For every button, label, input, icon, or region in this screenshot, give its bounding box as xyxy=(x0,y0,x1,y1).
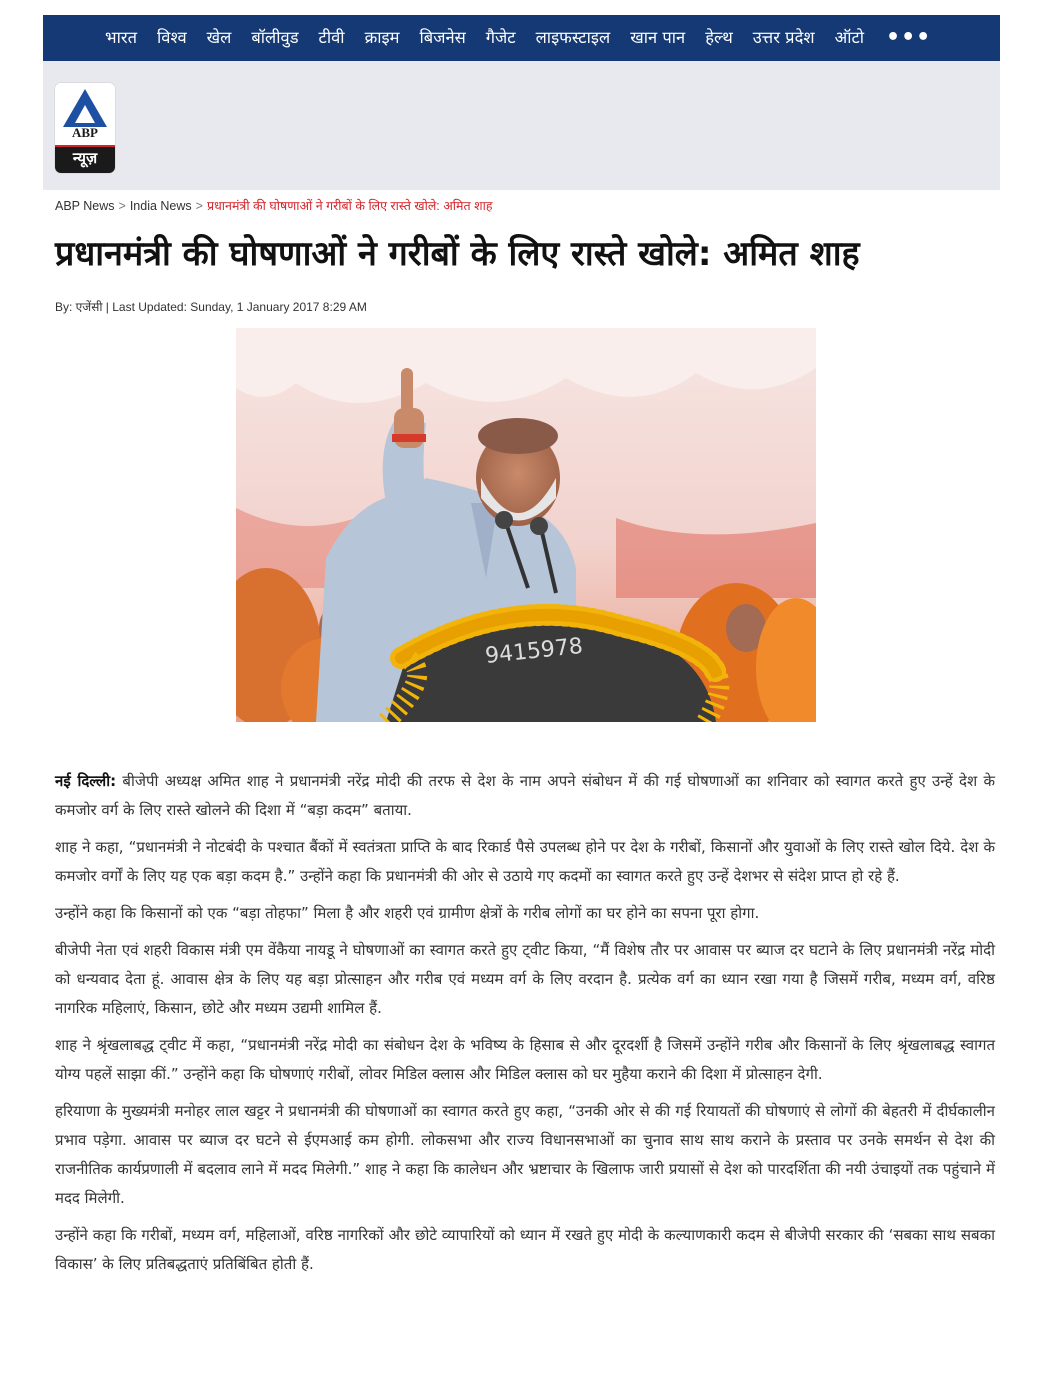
top-nav-bar xyxy=(43,15,1000,61)
article-paragraph: बीजेपी नेता एवं शहरी विकास मंत्री एम वेंकैया नायडू ने घोषणाओं का स्वागत करते हुए ट्वीट किया, “मैं विशेष तौर पर आवास पर ब्याज दर घटाने के लिए प्रधानमंत्री नरेंद्र मोदी को धन्यवाद देता हूं. आवास क्षेत्र के लिए यह बड़ा प्रोत्साहन और गरीब एवं मध्यम वर्ग के लिए वरदान है. प्रत्येक वर्ग का ध्यान रखा गया है जिसमें गरीब, मध्यम वर्ग, वरिष्ठ नागरिक महिलाएं, किसान, छोटे और मध्यम उद्यमी शामिल हैं. xyxy=(55,941,995,1017)
header-band xyxy=(43,61,1000,190)
breadcrumb-separator: > xyxy=(118,199,126,213)
nav-item-health[interactable]: हेल्थ xyxy=(705,28,733,47)
nav-item-khel[interactable]: खेल xyxy=(206,28,232,47)
breadcrumb xyxy=(55,197,492,214)
nav-item-vishv[interactable]: विश्व xyxy=(157,28,187,47)
nav-menu xyxy=(43,15,943,61)
more-menu-icon[interactable]: ••• xyxy=(886,25,932,50)
article-dateline: नई दिल्ली: xyxy=(55,772,117,790)
article-lead-text: बीजेपी अध्यक्ष अमित शाह ने प्रधानमंत्री नरेंद्र मोदी की तरफ से देश के नाम अपने संबोधन में की गई घोषणाओं का शनिवार को स्वागत करते हुए उन्हें देश के कमजोर वर्ग के लिए रास्ते खोलने की दिशा में “बड़ा कदम” बताया. xyxy=(55,772,995,819)
nav-item-bollywood[interactable]: बॉलीवुड xyxy=(251,28,299,47)
nav-item-tv[interactable]: टीवी xyxy=(318,28,345,47)
article-byline: By: एजेंसी | Last Updated: Sunday, 1 January 2017 8:29 AM xyxy=(55,300,367,314)
article-paragraph: उन्होंने कहा कि गरीबों, मध्यम वर्ग, महिलाओं, वरिष्ठ नागरिकों और छोटे व्यापारियों को ध्यान में रखते हुए मोदी के कल्याणकारी कदम से बीजेपी सरकार की ‘सबका साथ सबका विकास’ के लिए प्रतिबद्धताएं प्रतिबिंबित होती हैं. xyxy=(55,1226,995,1273)
breadcrumb-item-india-news[interactable]: India News xyxy=(129,199,192,213)
article-paragraph: हरियाणा के मुख्यमंत्री मनोहर लाल खट्टर ने प्रधानमंत्री की घोषणाओं का स्वागत करते हुए कहा, “उनकी ओर से की गई रियायतों की घोषणाएं से लोगों की बेहतरी में दीर्घकालीन प्रभाव पड़ेगा. आवास पर ब्याज दर घटने से ईएमआई कम होगी. लोकसभा और राज्य विधानसभाओं का चुनाव साथ साथ कराने के प्रस्ताव पर उनके समर्थन से देश की राजनीतिक कार्यप्रणाली में बदलाव लाने में मदद मिलेगी.” शाह ने कहा कि कालेधन और भ्रष्टाचार के खिलाफ जारी प्रयासों से देश को पारदर्शिता की नयी उंचाइयों तक पहुंचाने में मदद मिलेगी. xyxy=(55,1102,995,1207)
article-paragraph-lead xyxy=(55,767,995,825)
article-headline: प्रधानमंत्री की घोषणाओं ने गरीबों के लिए रास्ते खोले: अमित शाह xyxy=(55,234,860,274)
article-paragraph: शाह ने श्रृंखलाबद्ध ट्वीट में कहा, “प्रधानमंत्री नरेंद्र मोदी का संबोधन देश के भविष्य के हिसाब से और दूरदर्शी है जिसमें उन्होंने गरीब और किसानों के लिए श्रृंखलाबद्ध स्वागत योग्य पहलें साझा कीं.” उन्होंने कहा कि घोषणाएं गरीबों, लोवर मिडिल क्लास और मिडिल क्लास को घर मुहैया कराने की दिशा में प्रोत्साहन देगी. xyxy=(55,1036,995,1083)
nav-item-khan-paan[interactable]: खान पान xyxy=(630,28,686,47)
nav-item-business[interactable]: बिजनेस xyxy=(419,28,466,47)
nav-item-uttar-pradesh[interactable]: उत्तर प्रदेश xyxy=(752,28,815,47)
breadcrumb-current: प्रधानमंत्री की घोषणाओं ने गरीबों के लिए रास्ते खोले: अमित शाह xyxy=(206,199,493,213)
breadcrumb-item-abp-news[interactable]: ABP News xyxy=(55,199,115,213)
nav-item-gadget[interactable]: गैजेट xyxy=(485,28,516,47)
nav-item-crime[interactable]: क्राइम xyxy=(364,28,400,47)
breadcrumb-separator: > xyxy=(195,199,203,213)
nav-item-auto[interactable]: ऑटो xyxy=(834,28,865,47)
nav-item-bharat[interactable]: भारत xyxy=(105,28,138,47)
article-photo xyxy=(236,328,816,722)
abp-news-logo[interactable] xyxy=(55,83,115,173)
logo-abp-text: ABP xyxy=(72,125,98,140)
article-body xyxy=(55,767,995,1287)
logo-news-text: न्यूज़ xyxy=(72,149,98,167)
nav-item-lifestyle[interactable]: लाइफस्टाइल xyxy=(535,28,611,47)
svg-text:9415978: 9415978 xyxy=(484,633,585,669)
article-photo-illustration xyxy=(236,328,816,722)
article-paragraph: शाह ने कहा, “प्रधानमंत्री ने नोटबंदी के पश्चात बैंकों में स्वतंत्रता प्राप्ति के बाद रिकार्ड पैसे उपलब्ध होने पर देश के गरीबों, किसानों और युवाओं के लिए रास्ते खोल दिये. देश के कमजोर वर्गों के लिए यह एक बड़ा कदम है.” उन्होंने कहा कि प्रधानमंत्री की ओर से उठाये गए कदमों का स्वागत करते हुए उन्हें देशभर से संदेश प्राप्त हो रहे हैं. xyxy=(55,838,995,885)
article-paragraph: उन्होंने कहा कि किसानों को एक “बड़ा तोहफा” मिला है और शहरी एवं ग्रामीण क्षेत्रों के गरीब लोगों का घर होने का सपना पूरा होगा. xyxy=(55,904,760,922)
